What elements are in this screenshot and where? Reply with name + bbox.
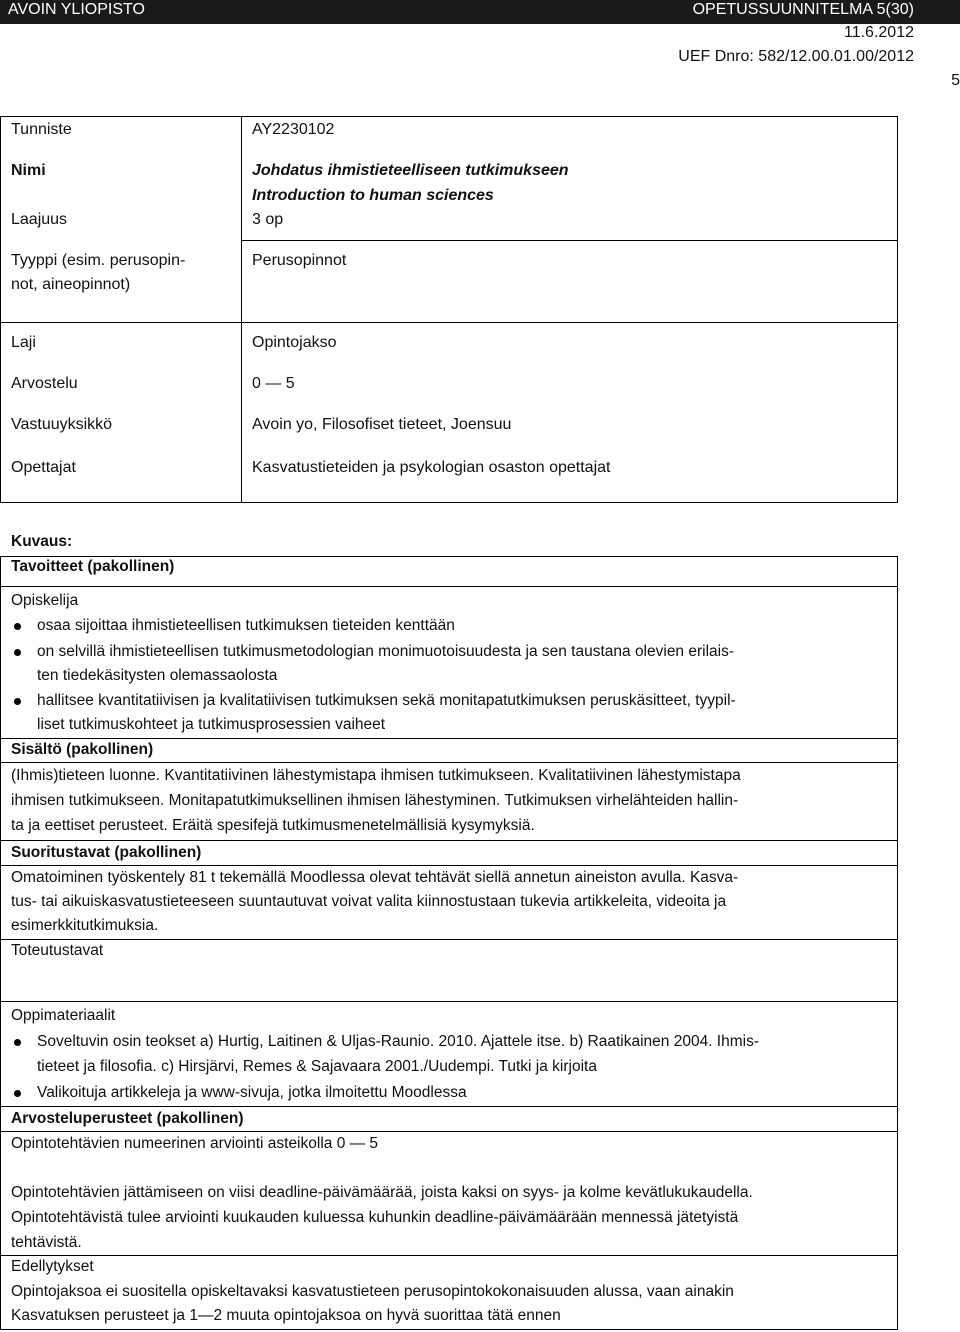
edellytykset-line: Opintojaksoa ei suositella opiskeltavaksi kasvatustieteen perusopintokokonaisuuden alussa, vaan ainakin <box>11 1283 734 1300</box>
value-opettajat: Kasvatustieteiden ja psykologian osaston opettajat <box>252 459 611 476</box>
sisalto-line: (Ihmis)tieteen luonne. Kvantitatiivinen lähestymistapa ihmisen tutkimukseen. Kvalitatiivinen lähestymistapa <box>11 767 741 784</box>
bullet-dot <box>14 623 21 630</box>
header-right-title: OPETUSSUUNNITELMA 5(30) <box>692 1 914 18</box>
oppimateriaali-item-cont: tieteet ja filosofia. c) Hirsjärvi, Remes & Sajavaara 2001./Uudempi. Tutki ja kirjoita <box>37 1058 597 1075</box>
value-arvostelu: 0 — 5 <box>252 375 295 392</box>
section-divider <box>0 1255 898 1256</box>
bullet-dot <box>14 1039 21 1046</box>
tavoite-item: hallitsee kvantitatiivisen ja kvalitatiivisen tutkimuksen sekä monitapatutkimuksen peruskäsitteet, tyypil- <box>37 692 736 709</box>
section-divider <box>0 939 898 940</box>
arvosteluperusteet-line: Opintotehtävistä tulee arviointi kuukauden kuluessa kuhunkin deadline-päivämäärään mennessä jätetyistä <box>11 1209 739 1226</box>
label-tyyppi-2: not, aineopinnot) <box>11 276 131 293</box>
tavoite-item-cont: liset tutkimuskohteet ja tutkimusprosessien vaiheet <box>37 716 386 733</box>
value-nimi-en: Introduction to human sciences <box>252 187 494 204</box>
header-left: AVOIN YLIOPISTO <box>8 1 145 18</box>
label-nimi: Nimi <box>11 162 46 179</box>
suoritustavat-heading: Suoritustavat (pakollinen) <box>11 844 202 861</box>
section-divider <box>0 1001 898 1002</box>
toteutustavat-heading: Toteutustavat <box>11 942 104 959</box>
bullet-dot <box>14 649 21 656</box>
suoritustavat-line: esimerkkitutkimuksia. <box>11 917 159 934</box>
tavoite-item: on selvillä ihmistieteellisen tutkimusmetodologian monimuotoisuudesta ja sen taustana olevien erilais- <box>37 643 735 660</box>
opiskelija-label: Opiskelija <box>11 592 79 609</box>
label-opettajat: Opettajat <box>11 459 76 476</box>
tavoite-item: osaa sijoittaa ihmistieteellisen tutkimuksen tieteiden kenttään <box>37 617 455 634</box>
header-dnro: UEF Dnro: 582/12.00.01.00/2012 <box>678 48 914 65</box>
kuvaus-heading: Kuvaus: <box>11 533 73 550</box>
info-table-row-divider <box>0 322 898 323</box>
value-vastuuyksikko: Avoin yo, Filosofiset tieteet, Joensuu <box>252 416 512 433</box>
value-tyyppi: Perusopinnot <box>252 252 347 269</box>
oppimateriaali-item: Valikoituja artikkeleja ja www-sivuja, jotka ilmoitettu Moodlessa <box>37 1084 467 1101</box>
label-tyyppi: Tyyppi (esim. perusopin- <box>11 252 186 269</box>
value-laji: Opintojakso <box>252 334 337 351</box>
arvosteluperusteet-heading: Arvosteluperusteet (pakollinen) <box>11 1110 244 1127</box>
bullet-dot <box>14 1090 21 1097</box>
edellytykset-line: Kasvatuksen perusteet ja 1—2 muuta opintojaksoa on hyvä suorittaa tätä ennen <box>11 1307 561 1324</box>
suoritustavat-line: tus- tai aikuiskasvatustieteeseen suuntautuvat voivat valita kiinnostustaan tukevia artikkeleita, videoita ja <box>11 893 727 910</box>
oppimateriaali-item: Soveltuvin osin teokset a) Hurtig, Laitinen & Uljas-Raunio. 2010. Ajattele itse. b) Raatikainen 2004. Ihmis- <box>37 1033 759 1050</box>
sisalto-line: ta ja eettiset perusteet. Eräitä spesifejä tutkimusmenetelmällisiä kysymyksiä. <box>11 817 535 834</box>
info-table-col-divider <box>241 117 242 502</box>
arvosteluperusteet-line: tehtävistä. <box>11 1234 82 1251</box>
page-number: 5 <box>951 72 960 89</box>
value-nimi-fi: Johdatus ihmistieteelliseen tutkimukseen <box>252 162 569 179</box>
bullet-dot <box>14 698 21 705</box>
label-tunniste: Tunniste <box>11 121 72 138</box>
sisalto-heading: Sisältö (pakollinen) <box>11 741 154 758</box>
label-vastuuyksikko: Vastuuyksikkö <box>11 416 113 433</box>
label-laajuus: Laajuus <box>11 211 68 228</box>
tavoite-item-cont: ten tiedekäsitysten olemassaolosta <box>37 667 278 684</box>
oppimateriaalit-heading: Oppimateriaalit <box>11 1007 116 1024</box>
header-date: 11.6.2012 <box>844 24 914 41</box>
label-laji: Laji <box>11 334 36 351</box>
arvosteluperusteet-line: Opintotehtävien numeerinen arviointi asteikolla 0 — 5 <box>11 1135 379 1152</box>
value-tunniste: AY2230102 <box>252 121 335 138</box>
info-table-row-divider <box>241 240 898 241</box>
arvosteluperusteet-line: Opintotehtävien jättämiseen on viisi deadline-päivämäärää, joista kaksi on syys- ja kolme kevätlukukaudella. <box>11 1184 753 1201</box>
sisalto-line: ihmisen tutkimukseen. Monitapatutkimuksellinen ihmisen lähestyminen. Tutkimuksen virhelähteiden hallin- <box>11 792 739 809</box>
value-laajuus: 3 op <box>252 211 284 228</box>
tavoitteet-heading: Tavoitteet (pakollinen) <box>11 558 175 575</box>
suoritustavat-line: Omatoiminen työskentely 81 t tekemällä Moodlessa olevat tehtävät siellä annetun aineiston avulla. Kasva- <box>11 869 739 886</box>
edellytykset-heading: Edellytykset <box>11 1258 94 1275</box>
label-arvostelu: Arvostelu <box>11 375 78 392</box>
